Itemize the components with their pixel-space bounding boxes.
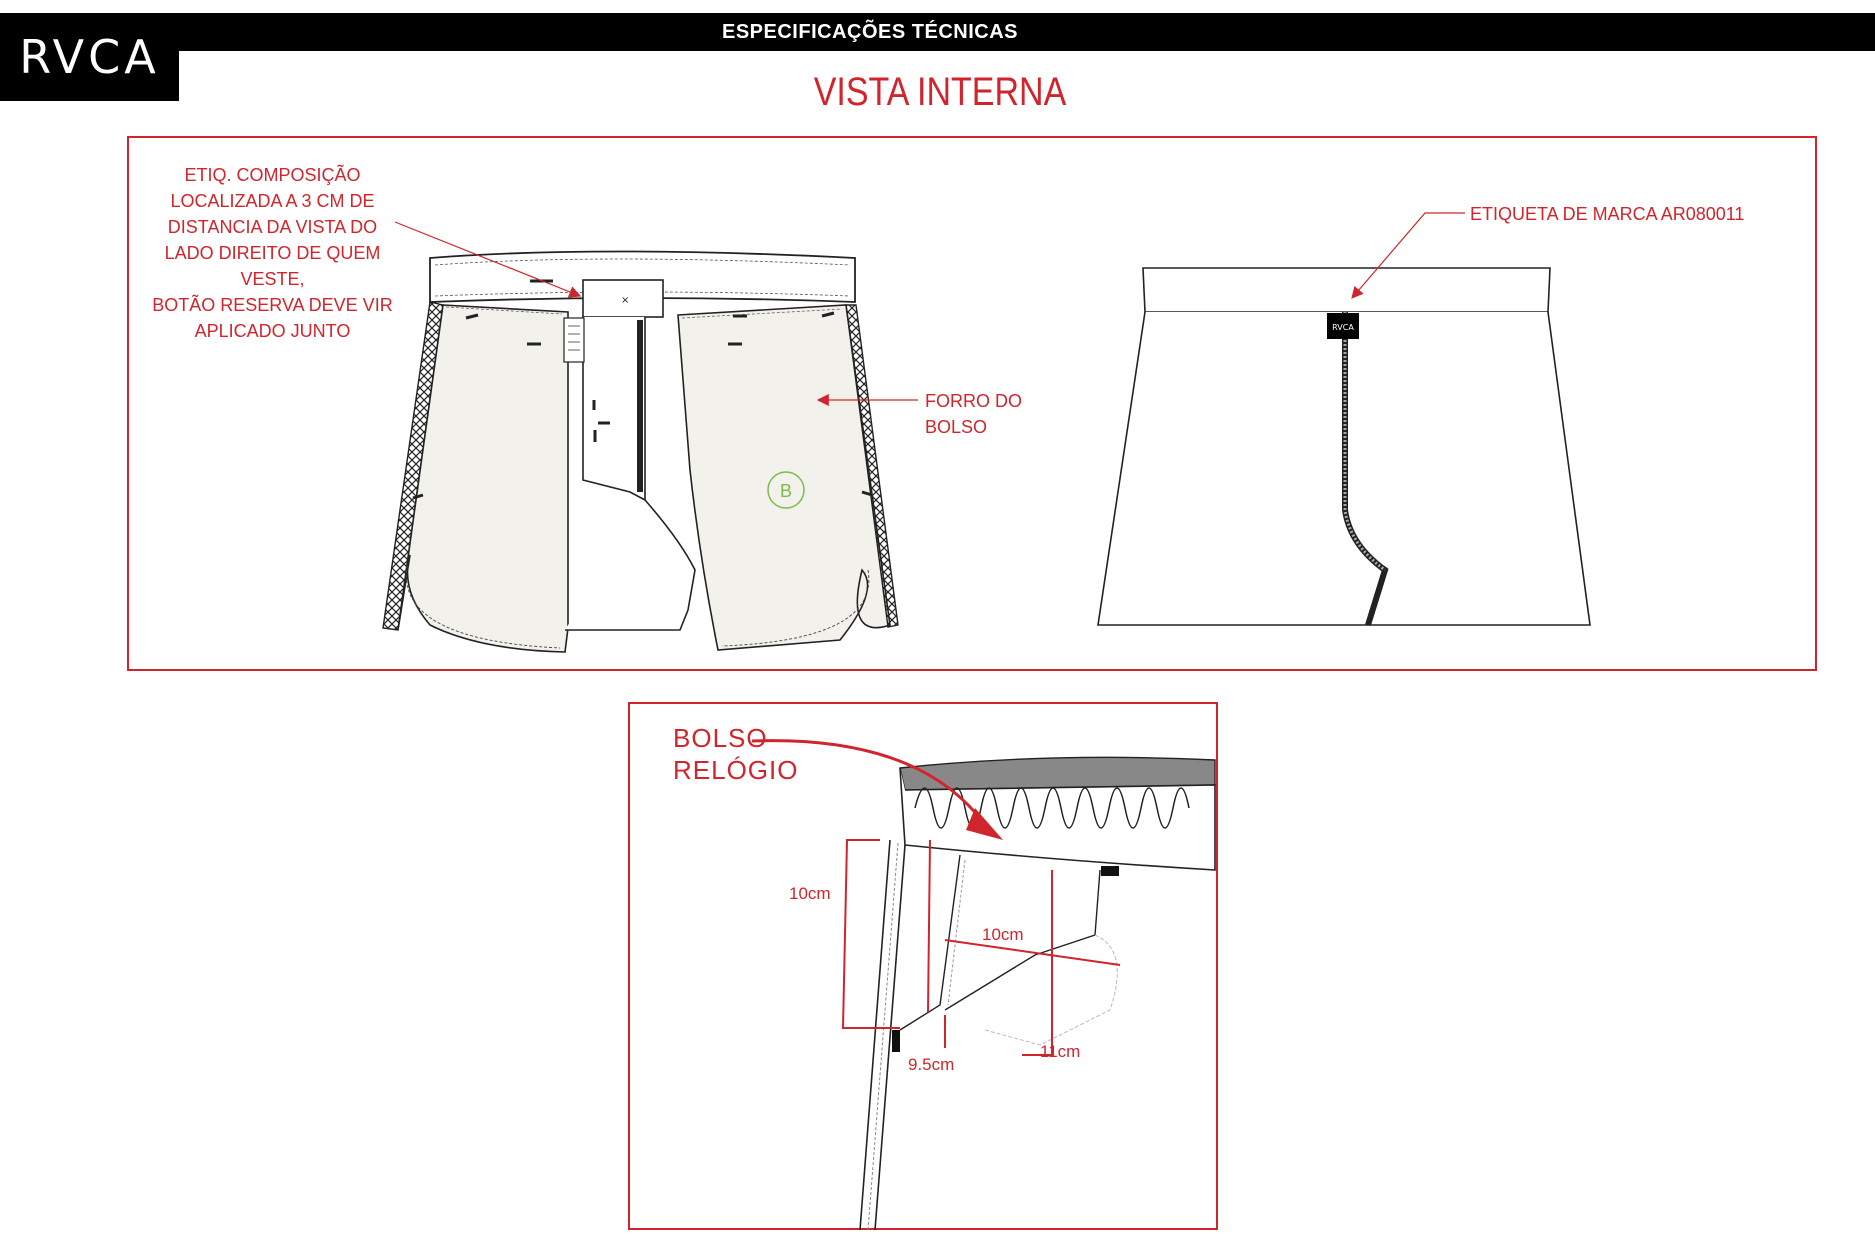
dimension-offset-right: 11cm bbox=[1040, 1042, 1081, 1061]
watch-pocket-note bbox=[673, 722, 798, 786]
pocket-lining-note bbox=[925, 388, 1022, 440]
front-shorts-drawing bbox=[383, 252, 898, 653]
lining-marker-b: B bbox=[779, 481, 793, 501]
watch-pocket-detail-drawing bbox=[752, 741, 1215, 1230]
composition-note-line: BOTÃO RESERVA DEVE VIR bbox=[152, 295, 393, 315]
composition-note-line: ETIQ. COMPOSIÇÃO bbox=[184, 165, 361, 185]
brand-logo-text: RVCA bbox=[19, 30, 160, 84]
pocket-lining-note-line: FORRO DO bbox=[925, 391, 1022, 411]
pocket-lining-note-line: BOLSO bbox=[925, 417, 988, 437]
composition-note-line: DISTANCIA DA VISTA DO bbox=[167, 217, 378, 237]
back-shorts-drawing bbox=[1098, 268, 1590, 625]
page-title: ESPECIFICAÇÕES TÉCNICAS bbox=[722, 21, 1018, 43]
back-label-logo: RVCA bbox=[1332, 323, 1354, 332]
brand-label-note: ETIQUETA DE MARCA AR080011 bbox=[1470, 204, 1745, 224]
dimension-width: 10cm bbox=[982, 925, 1024, 944]
composition-label-note bbox=[140, 162, 405, 344]
dimension-height: 10cm bbox=[789, 884, 831, 903]
watch-pocket-note-line: RELÓGIO bbox=[673, 755, 799, 785]
svg-text:×: × bbox=[621, 295, 630, 306]
composition-note-line: LADO DIREITO DE QUEM VESTE, bbox=[164, 243, 381, 289]
watch-pocket-note-line: BOLSO bbox=[673, 723, 768, 753]
dimension-offset-left: 9.5cm bbox=[908, 1055, 955, 1074]
composition-note-line: APLICADO JUNTO bbox=[194, 321, 351, 341]
section-title: VISTA INTERNA bbox=[813, 70, 1067, 114]
composition-note-line: LOCALIZADA A 3 CM DE bbox=[170, 191, 375, 211]
